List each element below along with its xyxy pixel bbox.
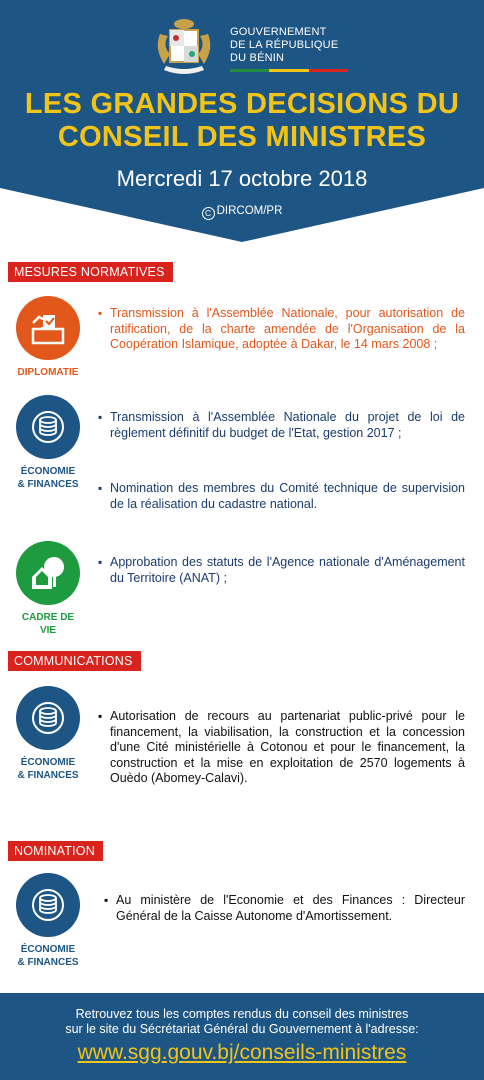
category-label (5, 756, 91, 782)
copyright-icon: C (202, 207, 215, 220)
item-text: Approbation des statuts de l'Agence nationale d'Aménagement du Territoire (ANAT) ; (110, 555, 465, 585)
gov-line-1: GOUVERNEMENT (230, 26, 327, 38)
category-label (5, 465, 91, 491)
category-label-line-1: ÉCONOMIE (20, 944, 76, 955)
bullet-icon: ▪ (98, 410, 103, 424)
category-label: DIPLOMATIE (17, 367, 79, 378)
category-cadre-de-vie (5, 541, 91, 637)
credit-text: DIRCOM/PR (216, 205, 283, 217)
item-text: Transmission à l'Assemblée Nationale du projet de loi de règlement définitif du budget de l'Etat, gestion 2017 ; (110, 410, 465, 440)
flag-stripe (230, 69, 348, 72)
list-item (98, 481, 465, 512)
category-label (5, 611, 91, 637)
footer-line-1: Retrouvez tous les comptes rendus du conseil des ministres (75, 1007, 409, 1021)
title-line-2: CONSEIL DES MINISTRES (57, 121, 427, 153)
section-label-nomination: NOMINATION (8, 841, 103, 861)
coin-stack-icon (16, 873, 80, 937)
list-item (98, 555, 465, 586)
gov-line-3: DU BÉNIN (230, 52, 285, 64)
ballot-box-icon (16, 296, 80, 360)
category-diplomatie (5, 296, 91, 379)
category-label-line-2: & FINANCES (17, 770, 79, 781)
category-label-line-2: & FINANCES (17, 957, 79, 968)
category-label-line-1: ÉCONOMIE (20, 466, 76, 477)
website-link[interactable]: www.sgg.gouv.bj/conseils-ministres (77, 1041, 407, 1064)
category-label (5, 943, 91, 969)
page-title (0, 88, 484, 154)
category-label-line-2: & FINANCES (17, 479, 79, 490)
category-label-line-2: VIE (39, 625, 57, 636)
item-text: Autorisation de recours au partenariat public-privé pour le financement, la viabilisation, la construction et la concession d'une Cité ministérielle à Cotonou et pour le financement, la construction et la mise en exploitation de 2570 logements à Ouèdo (Abomey-Calavi). (110, 709, 465, 785)
item-text: Au ministère de l'Economie et des Finances : Directeur Général de la Caisse Autonome d'Amortissement. (116, 893, 465, 923)
header-banner (0, 0, 484, 250)
government-logo (150, 14, 348, 82)
footer (0, 993, 484, 1080)
section-label-mesures-normatives: MESURES NORMATIVES (8, 262, 173, 282)
bullet-icon: ▪ (104, 893, 109, 907)
item-text: Transmission à l'Assemblée Nationale, pour autorisation de ratification, de la charte amendée de l'Organisation de la Coopération Islamique, adoptée à Dakar, le 14 mars 2008 ; (110, 306, 465, 351)
item-text: Nomination des membres du Comité technique de supervision de la réalisation du cadastre national. (110, 481, 465, 511)
bullet-icon: ▪ (98, 555, 103, 569)
bullet-icon: ▪ (98, 481, 103, 495)
list-item (98, 709, 465, 787)
category-economie-finances (5, 686, 91, 782)
list-item (98, 410, 465, 441)
list-item (104, 893, 465, 924)
category-label-line-1: ÉCONOMIE (20, 757, 76, 768)
coin-stack-icon (16, 395, 80, 459)
category-economie-finances (5, 873, 91, 969)
title-line-1: LES GRANDES DECISIONS DU (24, 88, 460, 120)
section-label-communications: COMMUNICATIONS (8, 651, 141, 671)
list-item (98, 306, 465, 353)
house-tree-icon (16, 541, 80, 605)
coin-stack-icon (16, 686, 80, 750)
category-economie-finances (5, 395, 91, 491)
gov-line-2: DE LA RÉPUBLIQUE (230, 39, 339, 51)
meeting-date: Mercredi 17 octobre 2018 (116, 166, 368, 191)
footer-line-2: sur le site du Sécrétariat Général du Gouvernement à l'adresse: (65, 1022, 419, 1036)
benin-coat-of-arms-icon (150, 14, 218, 82)
credit (0, 205, 484, 220)
category-label-line-1: CADRE DE (21, 612, 75, 623)
bullet-icon: ▪ (98, 709, 103, 723)
bullet-icon: ▪ (98, 306, 103, 320)
